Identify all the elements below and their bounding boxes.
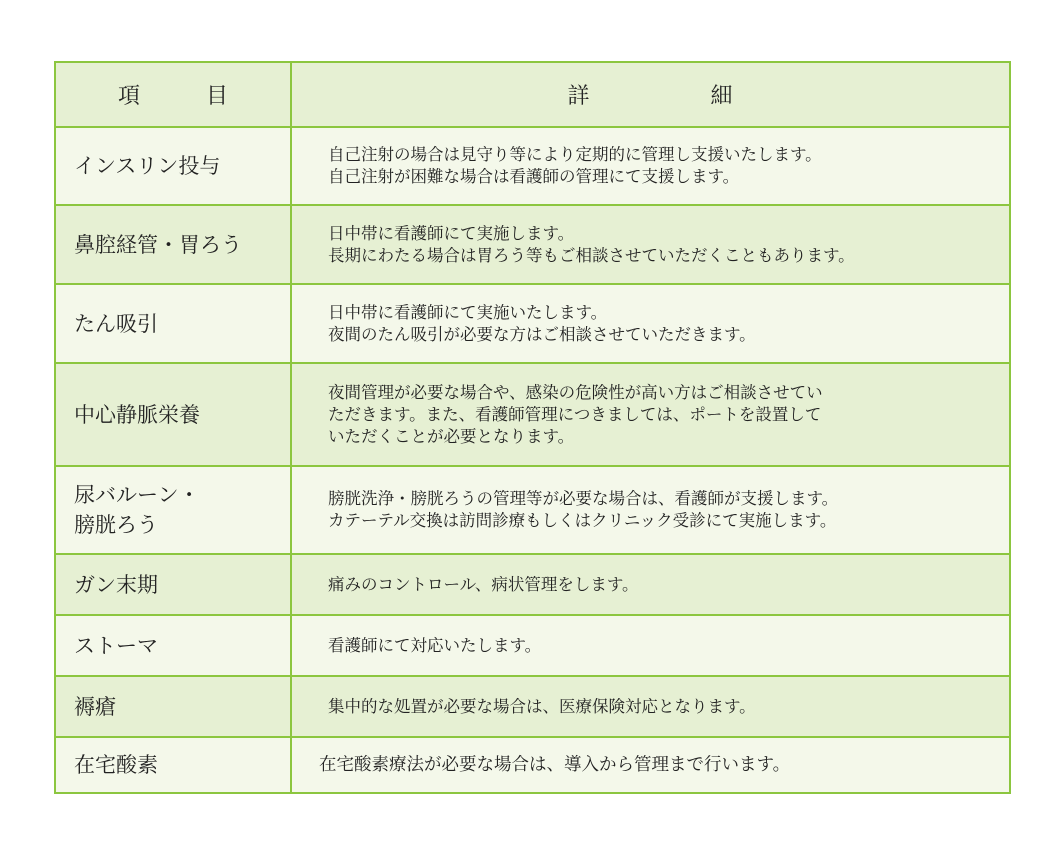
detail-line: 看護師にて対応いたします。 — [328, 635, 542, 655]
table-row — [55, 205, 1010, 284]
detail-line: 長期にわたる場合は胃ろう等もご相談させていただくこともあります。 — [328, 245, 855, 265]
detail-line: 夜間管理が必要な場合や、感染の危険性が高い方はご相談させてい — [328, 382, 823, 402]
item-cell: インスリン投与 — [55, 127, 291, 205]
table-row — [55, 737, 1010, 793]
detail-line: 日中帯に看護師にて実施いたします。 — [328, 302, 608, 322]
table-row — [55, 676, 1010, 737]
table-header-row — [55, 62, 1010, 127]
item-cell: 在宅酸素 — [55, 737, 291, 793]
detail-cell — [291, 127, 1010, 205]
table-body — [55, 127, 1010, 793]
detail-cell — [291, 615, 1010, 676]
detail-cell — [291, 676, 1010, 737]
detail-line: 夜間のたん吸引が必要な方はご相談させていただきます。 — [328, 324, 756, 344]
medical-care-table — [54, 61, 1011, 794]
detail-cell — [291, 205, 1010, 284]
detail-line: いただくことが必要となります。 — [328, 426, 575, 446]
item-cell: ストーマ — [55, 615, 291, 676]
table-row — [55, 554, 1010, 615]
item-cell: 中心静脈栄養 — [55, 363, 291, 466]
header-detail-right: 細 — [710, 84, 734, 109]
item-cell: ガン末期 — [55, 554, 291, 615]
table-row — [55, 615, 1010, 676]
detail-line: 膀胱洗浄・膀胱ろうの管理等が必要な場合は、看護師が支援します。 — [328, 489, 839, 508]
detail-cell — [291, 737, 1010, 793]
table-row — [55, 127, 1010, 205]
detail-line: 日中帯に看護師にて実施します。 — [328, 223, 575, 243]
item-cell: 褥瘡 — [55, 676, 291, 737]
detail-line: 自己注射が困難な場合は看護師の管理にて支援します。 — [328, 167, 740, 186]
table-row — [55, 284, 1010, 363]
table-row — [55, 466, 1010, 554]
item-cell: 鼻腔経管・胃ろう — [55, 205, 291, 284]
detail-line: 痛みのコントロール、病状管理をします。 — [328, 574, 639, 594]
table-row — [55, 363, 1010, 466]
detail-cell — [291, 284, 1010, 363]
detail-cell — [291, 363, 1010, 466]
item-cell: 尿バルーン・ 膀胱ろう — [55, 466, 291, 554]
detail-line: 自己注射の場合は見守り等により定期的に管理し支援いたします。 — [328, 145, 822, 164]
item-cell: たん吸引 — [55, 284, 291, 363]
detail-line: ただきます。また、看護師管理につきましては、ポートを設置して — [328, 404, 822, 424]
detail-line: 在宅酸素療法が必要な場合は、導入から管理まで行います。 — [319, 755, 791, 775]
header-detail — [291, 62, 1010, 127]
detail-cell — [291, 466, 1010, 554]
detail-line: 集中的な処置が必要な場合は、医療保険対応となります。 — [328, 696, 756, 716]
detail-line: カテーテル交換は訪問診療もしくはクリニック受診にて実施します。 — [328, 511, 837, 530]
detail-cell — [291, 554, 1010, 615]
header-item: 項 目 — [55, 62, 291, 127]
header-detail-left: 詳 — [567, 84, 591, 109]
